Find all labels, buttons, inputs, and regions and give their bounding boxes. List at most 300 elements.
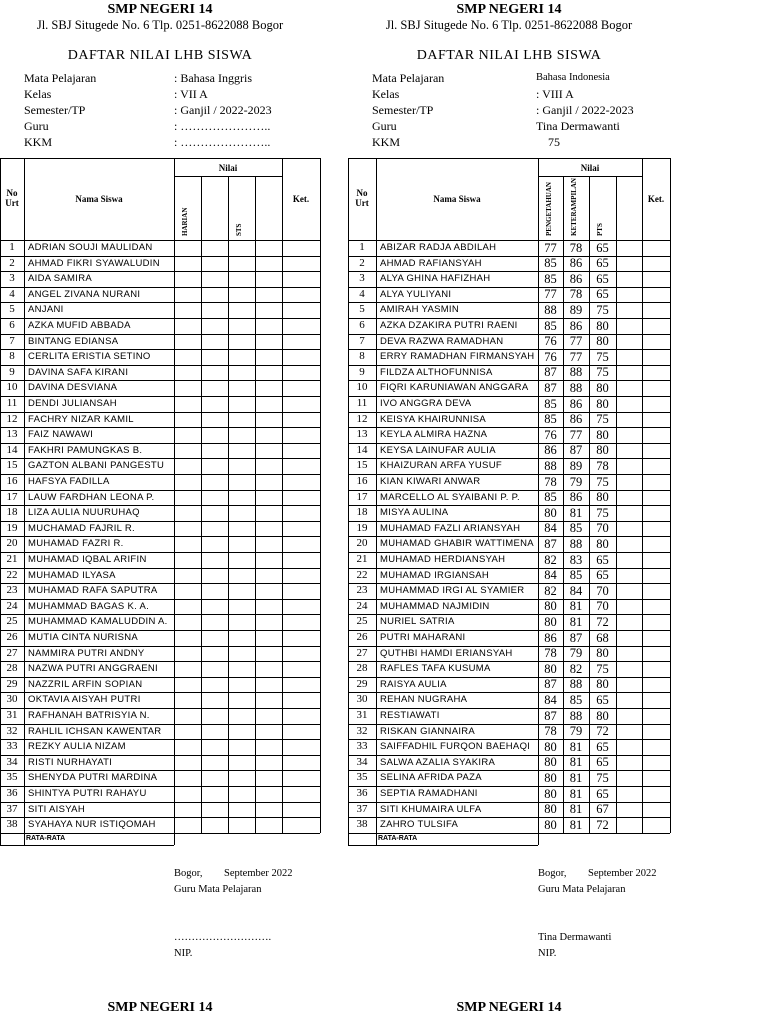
score-cell: 84 <box>544 568 557 583</box>
score-cell: 80 <box>544 802 557 817</box>
row-number: 33 <box>356 740 368 753</box>
rata-rata-label: RATA-RATA <box>378 834 418 842</box>
score-cell: 85 <box>544 271 557 286</box>
score-cell: 86 <box>569 256 583 271</box>
score-cell: 80 <box>596 646 609 661</box>
row-number: 10 <box>356 381 368 394</box>
row-number: 14 <box>356 443 368 456</box>
row-number: 26 <box>6 631 18 643</box>
row-border <box>348 708 670 709</box>
row-border <box>348 692 670 693</box>
row-number: 13 <box>6 428 18 441</box>
student-name: SELINA AFRIDA PAZA <box>380 772 482 784</box>
student-name: REZKY AULIA NIZAM <box>28 741 126 753</box>
row-border <box>348 240 670 241</box>
score-cell: 85 <box>544 490 557 505</box>
score-cell: 80 <box>544 661 557 676</box>
row-number: 14 <box>6 443 18 456</box>
score-cell: 80 <box>544 614 557 629</box>
student-name: MUHAMMAD NAJMIDIN <box>380 600 490 612</box>
score-cell: 86 <box>544 630 557 645</box>
score-cell: 78 <box>596 458 609 473</box>
row-number: 17 <box>356 490 368 503</box>
row-number: 35 <box>6 771 18 784</box>
row-border <box>348 786 670 787</box>
student-name: MARCELLO AL SYAIBANI P. P. <box>380 491 520 503</box>
row-border <box>348 427 670 428</box>
row-border <box>0 630 320 631</box>
student-name: RAHLIL ICHSAN KAWENTAR <box>28 725 162 737</box>
row-number: 26 <box>356 631 368 643</box>
row-number: 37 <box>356 802 368 815</box>
student-name: DEVA RAZWA RAMADHAN <box>380 335 504 347</box>
sheet-title: DAFTAR NILAI LHB SISWA <box>416 48 602 63</box>
row-number: 31 <box>356 709 368 721</box>
row-number: 23 <box>356 584 368 597</box>
row-border <box>348 396 670 397</box>
student-name: NAMMIRA PUTRI ANDNY <box>28 647 145 659</box>
student-name: MUTIA CINTA NURISNA <box>28 632 139 643</box>
score-cell: 88 <box>569 365 583 380</box>
row-number: 1 <box>359 241 365 253</box>
student-name: FAIZ NAWAWI <box>28 429 94 441</box>
student-name: KEYSA LAINUFAR AULIA <box>380 444 496 456</box>
score-cell: 80 <box>544 817 557 832</box>
row-number: 24 <box>356 599 368 612</box>
row-border <box>348 817 670 818</box>
row-border <box>0 380 320 381</box>
student-name: ADRIAN SOUJI MAULIDAN <box>28 242 153 253</box>
col-border <box>282 158 283 833</box>
row-number: 19 <box>6 521 18 534</box>
info-value: Bahasa Indonesia <box>536 72 610 83</box>
row-number: 12 <box>6 412 18 425</box>
col-border <box>320 158 321 833</box>
info-value: : VII A <box>174 87 208 101</box>
score-cell: 75 <box>596 302 609 317</box>
score-cell: 81 <box>569 786 583 801</box>
score-cell: 76 <box>544 427 557 442</box>
row-number: 7 <box>359 334 365 347</box>
score-cell: 65 <box>596 739 609 754</box>
row-number: 15 <box>356 459 368 472</box>
row-border <box>0 786 320 787</box>
row-border <box>0 739 320 740</box>
score-cell: 65 <box>596 287 609 302</box>
student-name: FILDZA ALTHOFUNNISA <box>380 366 493 378</box>
row-number: 17 <box>6 490 18 503</box>
row-border <box>348 739 670 740</box>
score-cell: 75 <box>596 661 609 676</box>
score-cell: 80 <box>544 739 557 754</box>
student-name: DAVINA SAFA KIRANI <box>28 366 129 378</box>
footer-nip: NIP. <box>538 948 557 959</box>
row-number: 2 <box>359 256 365 269</box>
row-number: 13 <box>356 428 368 441</box>
row-number: 28 <box>356 662 368 675</box>
row-border <box>348 474 670 475</box>
footer-signature: Tina Dermawanti <box>538 932 612 943</box>
row-border <box>348 536 670 537</box>
score-cell: 80 <box>596 708 609 723</box>
score-cell: 68 <box>596 630 609 645</box>
score-cell: 75 <box>596 349 609 364</box>
row-number: 38 <box>6 818 18 831</box>
info-label: Kelas <box>372 87 400 101</box>
score-cell: 84 <box>544 521 557 536</box>
student-name: SALWA AZALIA SYAKIRA <box>380 756 496 768</box>
row-border <box>0 427 320 428</box>
score-cell: 87 <box>544 536 557 551</box>
student-name: KHAIZURAN ARFA YUSUF <box>380 460 502 472</box>
student-name: MUHAMMAD IRGI AL SYAMIER <box>380 585 525 597</box>
score-cell: 88 <box>544 302 557 317</box>
score-cell: 86 <box>544 443 557 458</box>
score-cell: 67 <box>596 802 609 817</box>
student-name: RISTI NURHAYATI <box>28 756 113 768</box>
score-cell: 81 <box>569 739 583 754</box>
student-name: AIDA SAMIRA <box>28 273 93 285</box>
sheet-title: DAFTAR NILAI LHB SISWA <box>67 48 253 63</box>
left-sheet <box>0 0 320 1024</box>
row-border <box>348 505 670 506</box>
score-cell: 81 <box>569 817 583 832</box>
row-border <box>0 661 320 662</box>
student-name: FAKHRI PAMUNGKAS B. <box>28 444 143 456</box>
col-border <box>228 176 229 833</box>
score-cell: 80 <box>544 505 557 520</box>
student-name: KIAN KIWARI ANWAR <box>380 476 481 487</box>
header-sts: STS <box>235 223 243 236</box>
row-border <box>0 614 320 615</box>
header-pts: PTS <box>596 223 604 236</box>
row-border <box>348 552 670 553</box>
student-name: DAVINA DESVIANA <box>28 382 118 394</box>
student-name: MUHAMAD FAZLI ARIANSYAH <box>380 522 521 534</box>
student-name: RESTIAWATI <box>380 710 440 721</box>
student-name: SEPTIA RAMADHANI <box>380 788 478 799</box>
school-name: SMP NEGERI 14 <box>456 2 562 17</box>
row-number: 30 <box>356 693 368 706</box>
rata-rata-label: RATA-RATA <box>26 834 66 842</box>
row-border <box>0 505 320 506</box>
student-name: IVO ANGGRA DEVA <box>380 398 472 409</box>
row-number: 15 <box>6 459 18 472</box>
header-ket: Ket. <box>647 194 665 204</box>
score-cell: 81 <box>569 614 583 629</box>
student-name: KEISYA KHAIRUNNISA <box>380 413 487 425</box>
row-number: 20 <box>6 537 18 550</box>
row-number: 30 <box>6 693 18 706</box>
score-cell: 78 <box>544 646 557 661</box>
info-label: Semester/TP <box>24 103 86 117</box>
student-name: SITI KHUMAIRA ULFA <box>380 803 482 815</box>
student-name: MUHAMAD IRGIANSAH <box>380 569 490 581</box>
student-name: MUHAMAD ILYASA <box>28 569 116 581</box>
col-border <box>24 158 25 845</box>
row-number: 4 <box>359 287 365 300</box>
student-name: PUTRI MAHARANI <box>380 632 466 643</box>
info-value: Tina Dermawanti <box>536 119 620 133</box>
score-cell: 77 <box>544 287 557 302</box>
score-cell: 88 <box>569 536 583 551</box>
student-name: MUHAMAD GHABIR WATTIMENA <box>380 538 534 550</box>
score-cell: 75 <box>596 474 609 489</box>
score-cell: 72 <box>596 614 609 629</box>
score-cell: 81 <box>569 802 583 817</box>
student-name: ZAHRO TULSIFA <box>380 819 459 831</box>
footer-role: Guru Mata Pelajaran <box>174 884 262 895</box>
score-cell: 75 <box>596 365 609 380</box>
row-number: 2 <box>9 256 15 269</box>
score-cell: 86 <box>569 490 583 505</box>
score-cell: 65 <box>596 552 609 567</box>
row-border <box>0 552 320 553</box>
score-cell: 86 <box>569 271 583 286</box>
col-border <box>376 158 377 845</box>
row-border <box>348 349 670 350</box>
table-top-border <box>0 158 320 159</box>
score-cell: 80 <box>596 536 609 551</box>
row-border <box>0 708 320 709</box>
header-harian: HARIAN <box>181 207 189 236</box>
footer-role: Guru Mata Pelajaran <box>538 884 626 895</box>
col-border <box>616 176 617 833</box>
score-cell: 65 <box>596 568 609 583</box>
row-number: 36 <box>356 787 368 799</box>
footer-place: Bogor, <box>174 868 203 879</box>
score-cell: 88 <box>544 458 557 473</box>
score-cell: 85 <box>569 521 583 536</box>
row-number: 35 <box>356 771 368 784</box>
student-name: AMIRAH YASMIN <box>380 304 460 316</box>
row-number: 22 <box>6 568 18 581</box>
score-cell: 79 <box>569 724 583 739</box>
row-number: 6 <box>359 319 365 331</box>
score-cell: 70 <box>596 583 609 598</box>
student-name: AHMAD FIKRI SYAWALUDIN <box>28 257 160 269</box>
score-cell: 80 <box>596 334 609 349</box>
info-value: : ………………….. <box>174 119 271 133</box>
footer-place: Bogor, <box>538 868 567 879</box>
row-number: 32 <box>356 724 368 737</box>
student-name: SHENYDA PUTRI MARDINA <box>28 772 158 784</box>
row-number: 7 <box>9 334 15 347</box>
score-cell: 79 <box>569 474 583 489</box>
row-number: 5 <box>9 303 15 316</box>
info-label: Kelas <box>24 87 52 101</box>
row-border <box>0 692 320 693</box>
student-name: MUHAMAD IQBAL ARIFIN <box>28 554 147 565</box>
info-value: : Ganjil / 2022-2023 <box>536 103 634 117</box>
row-number: 16 <box>6 475 18 487</box>
row-border <box>348 271 670 272</box>
info-label: KKM <box>24 135 53 149</box>
footer-date: September 2022 <box>224 868 293 879</box>
student-name: RAFLES TAFA KUSUMA <box>380 663 491 675</box>
score-cell: 80 <box>596 380 609 395</box>
row-number: 9 <box>359 365 365 378</box>
score-cell: 72 <box>596 817 609 832</box>
info-label: KKM <box>372 135 401 149</box>
score-cell: 80 <box>596 427 609 442</box>
info-value: : ………………….. <box>174 135 271 149</box>
row-border <box>0 817 320 818</box>
student-name: MUHAMMAD BAGAS K. A. <box>28 600 150 612</box>
score-cell: 85 <box>544 396 557 411</box>
col-border <box>255 176 256 833</box>
table-bottom-border <box>348 845 538 846</box>
right-sheet <box>348 0 670 1024</box>
score-cell: 79 <box>569 646 583 661</box>
score-cell: 65 <box>596 240 609 255</box>
score-cell: 70 <box>596 599 609 614</box>
score-cell: 87 <box>544 708 557 723</box>
row-number: 28 <box>6 662 18 675</box>
score-cell: 88 <box>569 380 583 395</box>
row-number: 20 <box>356 537 368 550</box>
row-number: 33 <box>6 740 18 753</box>
student-name: NURIEL SATRIA <box>380 616 455 628</box>
student-name: NAZZRIL ARFIN SOPIAN <box>28 678 143 690</box>
score-cell: 88 <box>569 677 583 692</box>
score-cell: 80 <box>544 755 557 770</box>
student-name: BINTANG EDIANSA <box>28 335 119 347</box>
score-cell: 76 <box>544 349 557 364</box>
student-name: LAUW FARDHAN LEONA P. <box>28 491 155 503</box>
row-number: 19 <box>356 521 368 534</box>
student-name: SAIFFADHIL FURQON BAEHAQI <box>380 741 531 753</box>
row-border <box>348 614 670 615</box>
score-cell: 77 <box>544 240 557 255</box>
school-address: Jl. SBJ Situgede No. 6 Tlp. 0251-8622088 Bogor <box>36 18 284 32</box>
student-name: AZKA MUFID ABBADA <box>28 320 131 331</box>
score-cell: 87 <box>569 630 583 645</box>
row-number: 6 <box>9 319 15 331</box>
row-number: 21 <box>6 553 18 565</box>
row-number: 34 <box>356 755 368 768</box>
row-border <box>0 240 320 241</box>
row-number: 4 <box>9 287 15 300</box>
header-no: No Urt <box>355 188 369 208</box>
student-name: RISKAN GIANNAIRA <box>380 725 476 737</box>
row-number: 12 <box>356 412 368 425</box>
info-value: 75 <box>548 135 560 149</box>
footer-signature: ………………………. <box>174 932 272 943</box>
col-border <box>670 158 671 833</box>
bottom-school-right: SMP NEGERI 14 <box>456 1000 562 1015</box>
row-border <box>0 271 320 272</box>
table-bottom-border <box>0 845 174 846</box>
student-name: SYAHAYA NUR ISTIQOMAH <box>28 819 156 831</box>
row-number: 36 <box>6 787 18 799</box>
student-name: MUHAMAD HERDIANSYAH <box>380 554 506 565</box>
score-cell: 65 <box>596 786 609 801</box>
student-name: MUHAMAD RAFA SAPUTRA <box>28 585 158 597</box>
score-cell: 86 <box>569 396 583 411</box>
row-number: 37 <box>6 802 18 815</box>
row-border <box>348 458 670 459</box>
score-cell: 80 <box>596 396 609 411</box>
row-number: 23 <box>6 584 18 597</box>
nilai-divider <box>538 176 642 177</box>
score-cell: 77 <box>569 349 583 364</box>
row-border <box>348 318 670 319</box>
student-name: MUHAMMAD KAMALUDDIN A. <box>28 616 168 628</box>
student-name: CERLITA ERISTIA SETINO <box>28 351 151 363</box>
student-name: MUCHAMAD FAJRIL R. <box>28 522 135 534</box>
score-cell: 70 <box>596 521 609 536</box>
col-border <box>642 158 643 833</box>
score-cell: 78 <box>569 287 583 302</box>
score-cell: 80 <box>596 490 609 505</box>
row-number: 29 <box>6 677 18 690</box>
score-cell: 85 <box>569 692 583 707</box>
score-cell: 77 <box>569 427 583 442</box>
score-cell: 87 <box>544 365 557 380</box>
score-cell: 87 <box>544 677 557 692</box>
row-border <box>0 536 320 537</box>
student-name: RAISYA AULIA <box>380 678 447 690</box>
score-cell: 78 <box>544 724 557 739</box>
row-number: 34 <box>6 755 18 768</box>
score-cell: 89 <box>569 458 583 473</box>
header-name: Nama Siswa <box>75 194 123 204</box>
student-name: FACHRY NIZAR KAMIL <box>28 413 134 425</box>
row-number: 3 <box>9 272 15 285</box>
score-cell: 85 <box>544 318 557 333</box>
score-cell: 75 <box>596 770 609 785</box>
school-address: Jl. SBJ Situgede No. 6 Tlp. 0251-8622088 Bogor <box>385 18 633 32</box>
row-number: 38 <box>356 818 368 831</box>
student-name: ABIZAR RADJA ABDILAH <box>380 242 497 253</box>
header-pengetahuan: PENGETAHUAN <box>545 182 553 236</box>
score-cell: 65 <box>596 692 609 707</box>
student-name: ANJANI <box>28 304 64 316</box>
student-name: ERRY RAMADHAN FIRMANSYAH <box>380 351 535 363</box>
header-no: No Urt <box>5 188 19 208</box>
row-border <box>348 302 670 303</box>
row-number: 29 <box>356 677 368 690</box>
row-number: 10 <box>6 381 18 394</box>
row-border <box>0 770 320 771</box>
table-top-border <box>348 158 670 159</box>
student-name: ALYA YULIYANI <box>380 288 452 300</box>
student-name: SHINTYA PUTRI RAHAYU <box>28 788 147 799</box>
student-name: ANGEL ZIVANA NURANI <box>28 288 141 300</box>
score-cell: 85 <box>544 412 557 427</box>
score-cell: 82 <box>544 583 557 598</box>
row-number: 25 <box>6 615 18 628</box>
score-cell: 83 <box>569 552 583 567</box>
info-label: Guru <box>24 119 49 133</box>
score-cell: 77 <box>569 334 583 349</box>
score-cell: 65 <box>596 256 609 271</box>
student-name: OKTAVIA AISYAH PUTRI <box>28 694 141 706</box>
score-cell: 75 <box>596 412 609 427</box>
student-name: KEYLA ALMIRA HAZNA <box>380 429 488 441</box>
row-number: 5 <box>359 303 365 316</box>
score-cell: 81 <box>569 599 583 614</box>
score-cell: 80 <box>544 770 557 785</box>
footer-date: September 2022 <box>588 868 657 879</box>
score-cell: 85 <box>569 568 583 583</box>
row-number: 8 <box>9 350 15 363</box>
row-number: 11 <box>356 397 368 409</box>
info-label: Mata Pelajaran <box>372 71 445 85</box>
row-border <box>348 630 670 631</box>
row-number: 27 <box>6 646 18 659</box>
